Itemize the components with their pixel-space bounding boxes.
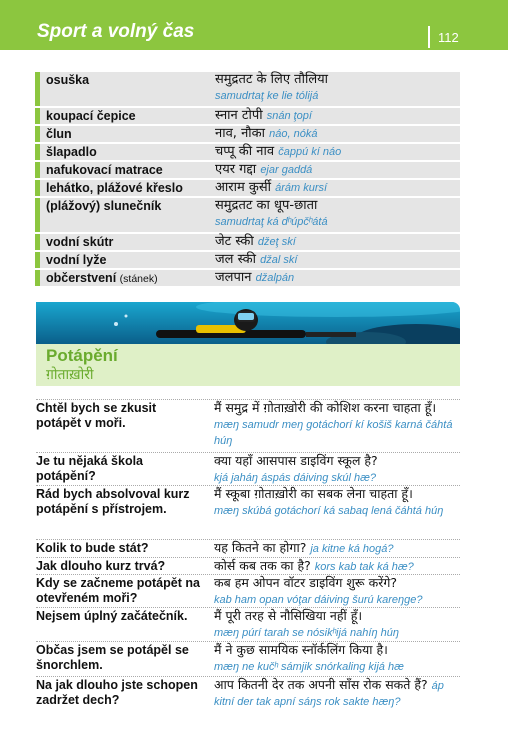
phrase-list xyxy=(36,399,460,713)
chapter-title: Sport a volný čas xyxy=(37,21,195,42)
vocab-row xyxy=(35,144,460,160)
section-header xyxy=(36,344,460,386)
phrase-row xyxy=(36,574,460,607)
phrase-row xyxy=(36,641,460,676)
vocab-transcription: ejar gaddá xyxy=(260,164,313,176)
phrase-row xyxy=(36,399,460,452)
phrase-hindi: मैं स्कूबा ग़ोताख़ोरी का सबक लेना चाहता हूँ। mæŋ skúbá gotáchorí ká sabaq lená čáhtá húŋ xyxy=(214,486,444,517)
header-divider xyxy=(428,26,430,48)
phrase-transcription: mæŋ ne kučʰ sámjik snórkaling kijá hæ xyxy=(214,661,404,673)
phrase-row xyxy=(36,676,460,713)
vocab-row xyxy=(35,180,460,196)
phrase-row xyxy=(36,452,460,485)
vocab-czech: šlapadlo xyxy=(46,145,97,159)
vocab-transcription: čappú kí náo xyxy=(278,146,342,158)
vocab-transcription: samudrtaţ ká dʰúpčʰátá xyxy=(215,216,328,228)
phrase-hindi: मैं ने कुछ सामयिक स्नॉर्कलिंग किया है। mæŋ ne kučʰ sámjik snórkaling kijá hæ xyxy=(214,642,404,673)
vocab-czech: osuška xyxy=(46,73,90,87)
vocab-czech: lehátko, plážové křeslo xyxy=(46,181,183,195)
phrase-transcription: mæŋ samudr meŋ gotáchorí kí košiš karná čáhtá húŋ xyxy=(214,419,453,447)
vocab-transcription: árám kursí xyxy=(275,182,328,194)
vocab-row xyxy=(35,126,460,142)
phrase-transcription: mæŋ skúbá gotáchorí ká sabaq lená čáhtá húŋ xyxy=(214,505,444,517)
phrase-czech: Je tu nějaká škola potápění? xyxy=(36,454,144,483)
phrase-hindi: मैं पूरी तरह से नौसिखिया नहीं हूँ। mæŋ púrí tarah se nósikʰijá nahíŋ húŋ xyxy=(214,608,399,639)
vocab-czech: nafukovací matrace xyxy=(46,163,163,177)
vocab-transcription: samudrtaţ ke lie tólijá xyxy=(215,90,319,102)
phrase-transcription: mæŋ púrí tarah se nósikʰijá nahíŋ húŋ xyxy=(214,627,399,639)
phrase-czech: Občas jsem se potápěl se šnorchlem. xyxy=(36,643,189,672)
vocab-hindi: समुद्रतट के लिए तौलिया xyxy=(215,72,329,87)
vocab-transcription: džal skí xyxy=(260,254,298,266)
phrase-hindi: आप कितनी देर तक अपनी साँस रोक सकते हैं? áp kitní der tak apní sáŋs rok sakte hæŋ? xyxy=(214,677,444,708)
phrase-hindi: क्या यहाँ आसपास डाइविंग स्कूल है? kjá jaháŋ áspás dáiving skúl hæ? xyxy=(214,453,378,484)
phrase-transcription: kjá jaháŋ áspás dáiving skúl hæ? xyxy=(214,472,377,484)
vocab-hindi: एयर गद्दा ejar gaddá xyxy=(215,162,313,177)
page-number: 112 xyxy=(438,30,459,45)
diver-photo xyxy=(36,302,460,344)
vocabulary-table xyxy=(35,72,460,288)
phrase-czech: Nejsem úplný začátečník. xyxy=(36,609,188,623)
vocab-row xyxy=(35,198,460,232)
vocab-row xyxy=(35,162,460,178)
vocab-czech: (plážový) slunečník xyxy=(46,199,162,213)
phrase-transcription: kors kab tak ká hæ? xyxy=(314,561,414,573)
vocab-row xyxy=(35,108,460,124)
phrase-row xyxy=(36,557,460,574)
vocab-transcription: náo, nóká xyxy=(269,128,318,140)
vocab-note: (stánek) xyxy=(119,273,158,285)
page-header xyxy=(0,0,508,50)
vocab-czech: vodní skútr xyxy=(46,235,114,249)
vocab-hindi: नाव, नौका náo, nóká xyxy=(215,126,318,141)
phrase-czech: Rád bych absolvoval kurz potápění s přístrojem. xyxy=(36,487,190,516)
phrase-czech: Kdy se začneme potápět na otevřeném moři? xyxy=(36,576,200,605)
phrase-hindi: यह कितने का होगा? ja kitne ká hogá? xyxy=(214,540,394,555)
vocab-row xyxy=(35,72,460,106)
vocab-czech: koupací čepice xyxy=(46,109,136,123)
phrase-hindi: कोर्स कब तक का है? kors kab tak ká hæ? xyxy=(214,558,414,573)
phrase-hindi: मैं समुद्र में ग़ोताख़ोरी की कोशिश करना चाहता हूँ। mæŋ samudr meŋ gotáchorí kí košiš karná čáhtá húŋ xyxy=(214,400,453,447)
phrase-transcription: áp kitní der tak apní sáŋs rok sakte hæŋ? xyxy=(214,680,444,708)
phrase-transcription: kab ham opan vóţar dáiving šurú kareŋge? xyxy=(214,594,423,606)
vocab-row xyxy=(35,270,460,286)
vocab-transcription: snán ţopí xyxy=(266,110,312,122)
vocab-czech: občerstvení (stánek) xyxy=(46,271,158,285)
phrase-czech: Jak dlouho kurz trvá? xyxy=(36,559,166,573)
vocab-hindi: आराम कुर्सी árám kursí xyxy=(215,180,328,195)
vocab-hindi: समुद्रतट का धूप-छाता xyxy=(215,198,318,213)
vocab-transcription: džeţ skí xyxy=(257,236,296,248)
phrase-row xyxy=(36,485,460,539)
vocab-hindi: जल स्की džal skí xyxy=(215,252,298,267)
vocab-czech: vodní lyže xyxy=(46,253,107,267)
section-title: Potápění xyxy=(46,346,118,365)
vocab-row xyxy=(35,252,460,268)
vocab-row xyxy=(35,234,460,250)
vocab-hindi: चप्पू की नाव čappú kí náo xyxy=(215,144,342,159)
vocab-transcription: džalpán xyxy=(255,272,295,284)
vocab-czech: člun xyxy=(46,127,72,141)
phrase-czech: Kolik to bude stát? xyxy=(36,541,149,555)
phrase-czech: Na jak dlouho jste schopen zadržet dech? xyxy=(36,678,198,707)
phrase-czech: Chtěl bych se zkusit potápět v moři. xyxy=(36,401,157,430)
vocab-hindi: जलपान džalpán xyxy=(215,270,295,285)
phrase-transcription: ja kitne ká hogá? xyxy=(310,543,394,555)
vocab-hindi: जेट स्की džeţ skí xyxy=(215,234,296,249)
section-subtitle: ग़ोताख़ोरी xyxy=(46,367,94,383)
phrase-hindi: कब हम ओपन वॉटर डाइविंग शुरू करेंगे? kab ham opan vóţar dáiving šurú kareŋge? xyxy=(214,575,423,606)
vocab-hindi: स्नान टोपी snán ţopí xyxy=(215,108,312,123)
phrase-row xyxy=(36,539,460,557)
phrase-row xyxy=(36,607,460,641)
